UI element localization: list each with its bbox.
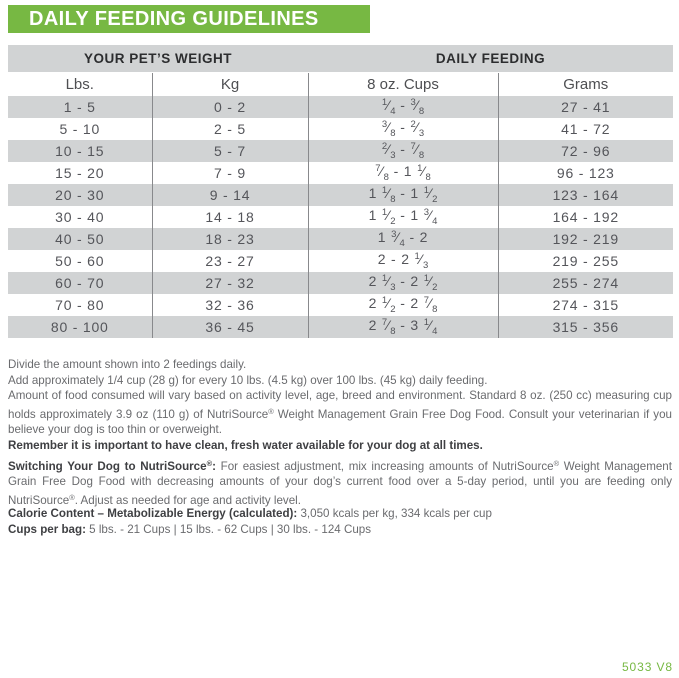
note-fresh-water-bold: Remember it is important to have clean, fresh water available for your dog at all times.: [8, 438, 483, 452]
cell-grams: 72 - 96: [498, 140, 673, 162]
cell-kg: 2 - 5: [152, 118, 308, 140]
table-row: [8, 140, 673, 162]
cell-kg: 23 - 27: [152, 250, 308, 272]
table-group-header-row: [8, 45, 673, 72]
note-add-over-100lbs: Add approximately 1/4 cup (28 g) for every 10 lbs. (4.5 kg) over 100 lbs. (45 kg) daily feeding.: [8, 373, 488, 387]
calorie-info-block: [8, 506, 672, 537]
cell-lbs: 1 - 5: [8, 96, 152, 118]
cell-grams: 123 - 164: [498, 184, 673, 206]
cell-lbs: 60 - 70: [8, 272, 152, 294]
title-banner: [8, 5, 370, 33]
cell-kg: 14 - 18: [152, 206, 308, 228]
cell-kg: 5 - 7: [152, 140, 308, 162]
switching-lead: Switching Your Dog to NutriSource®:: [8, 458, 216, 473]
table-row: [8, 316, 673, 338]
feeding-notes: [8, 357, 672, 454]
cell-cups: $^1⁄_4$ - $^3⁄_8$: [308, 96, 498, 118]
table-row: [8, 228, 673, 250]
cell-kg: 27 - 32: [152, 272, 308, 294]
switching-paragraph: [8, 456, 672, 509]
cell-lbs: 50 - 60: [8, 250, 152, 272]
group-header-daily-feeding: DAILY FEEDING: [308, 45, 673, 72]
cell-lbs: 70 - 80: [8, 294, 152, 316]
group-header-pet-weight: YOUR PET’S WEIGHT: [8, 45, 308, 72]
calorie-content-line: [8, 506, 672, 522]
cell-grams: 164 - 192: [498, 206, 673, 228]
cell-grams: 192 - 219: [498, 228, 673, 250]
column-header-kg: Kg: [152, 72, 308, 96]
note-divide-feedings: Divide the amount shown into 2 feedings daily.: [8, 358, 247, 371]
cell-kg: 7 - 9: [152, 162, 308, 184]
cell-cups: 1 $^1⁄_2 - 1$ $^3⁄_4$: [308, 206, 498, 228]
cell-lbs: 40 - 50: [8, 228, 152, 250]
table-row: [8, 184, 673, 206]
product-code: 5033 V8: [621, 660, 673, 674]
cups-per-bag-value: 5 lbs. - 21 Cups | 15 lbs. - 62 Cups | 30 lbs. - 124 Cups: [85, 522, 372, 536]
cell-kg: 18 - 23: [152, 228, 308, 250]
table-row: [8, 206, 673, 228]
cell-cups: 1 $^3⁄_4 - 2$: [308, 228, 498, 250]
cell-cups: 2 $^7⁄_8 - 3$ $^1⁄_4$: [308, 316, 498, 338]
cell-lbs: 10 - 15: [8, 140, 152, 162]
cell-kg: 36 - 45: [152, 316, 308, 338]
column-header-cups: 8 oz. Cups: [308, 72, 498, 96]
cell-cups: $^7⁄_8 - 1$ $^1⁄_8$: [308, 162, 498, 184]
cell-kg: 9 - 14: [152, 184, 308, 206]
cell-cups: 2 $^1⁄_3 - 2$ $^1⁄_2$: [308, 272, 498, 294]
page-title: DAILY FEEDING GUIDELINES: [29, 8, 319, 30]
cups-per-bag-lead: Cups per bag:: [8, 522, 86, 536]
feeding-table-body: [8, 96, 673, 338]
cell-lbs: 30 - 40: [8, 206, 152, 228]
cups-per-bag-line: [8, 522, 672, 538]
table-column-header-row: [8, 72, 673, 96]
switching-body: For easiest adjustment, mix increasing amounts of NutriSource® Weight Management Grain Free Dog Food with decreasing amounts of your dog’s current food over a 5-day period, until you are feeding only NutriSource®. Adjust as needed for age and activity level.: [8, 458, 672, 507]
column-header-lbs: Lbs.: [8, 72, 152, 96]
cell-kg: 32 - 36: [152, 294, 308, 316]
cell-lbs: 80 - 100: [8, 316, 152, 338]
table-row: [8, 294, 673, 316]
cell-grams: 315 - 356: [498, 316, 673, 338]
cell-kg: 0 - 2: [152, 96, 308, 118]
note-amount-varies: Amount of food consumed will vary based on activity level, age, breed and environment. Standard 8 oz. (250 cc) measuring cup holds approximately 3.9 oz (110 g) of NutriSource® Weight Management Grain Free Dog Food. Consult your veterinarian if you believe your dog is too thin or overweight.: [8, 389, 672, 437]
cell-grams: 274 - 315: [498, 294, 673, 316]
table-row: [8, 250, 673, 272]
cell-grams: 96 - 123: [498, 162, 673, 184]
cell-cups: $^2⁄_3$ - $^7⁄_8$: [308, 140, 498, 162]
table-row: [8, 162, 673, 184]
cell-lbs: 20 - 30: [8, 184, 152, 206]
cell-cups: 1 $^1⁄_8 - 1$ $^1⁄_2$: [308, 184, 498, 206]
feeding-table: [8, 45, 673, 338]
cell-grams: 219 - 255: [498, 250, 673, 272]
column-header-grams: Grams: [498, 72, 673, 96]
table-row: [8, 272, 673, 294]
cell-cups: 2 - 2 $^1⁄_3$: [308, 250, 498, 272]
cell-lbs: 15 - 20: [8, 162, 152, 184]
cell-lbs: 5 - 10: [8, 118, 152, 140]
calorie-content-value: 3,050 kcals per kg, 334 kcals per cup: [297, 507, 492, 520]
cell-grams: 255 - 274: [498, 272, 673, 294]
table-row: [8, 96, 673, 118]
cell-grams: 41 - 72: [498, 118, 673, 140]
cell-cups: $^3⁄_8$ - $^2⁄_3$: [308, 118, 498, 140]
cell-cups: 2 $^1⁄_2 - 2$ $^7⁄_8$: [308, 294, 498, 316]
table-row: [8, 118, 673, 140]
calorie-content-lead: Calorie Content – Metabolizable Energy (calculated):: [8, 507, 298, 520]
cell-grams: 27 - 41: [498, 96, 673, 118]
